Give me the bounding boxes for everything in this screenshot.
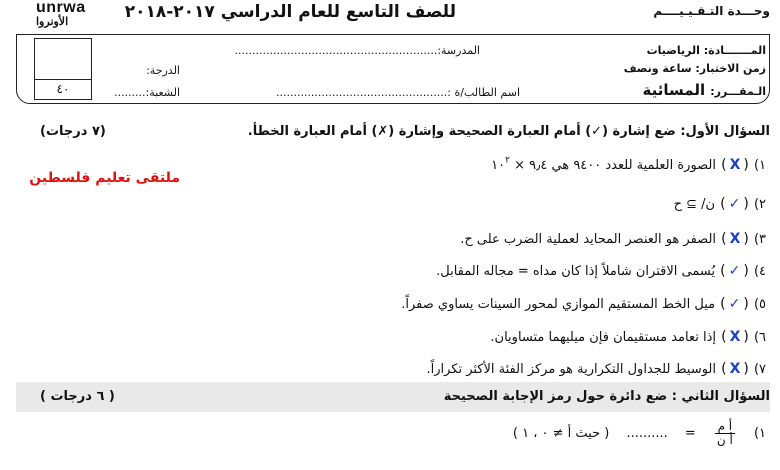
watermark-text: ملتقى تعليم فلسطين xyxy=(29,170,180,186)
grade-box xyxy=(34,38,92,80)
answer-dots: .......... xyxy=(626,426,668,442)
item-number: ١) xyxy=(753,158,766,173)
item-number: ١) xyxy=(753,426,766,442)
q2-title: السؤال الثاني : ضع دائرة حول رمز الإجابة الصحيحة xyxy=(443,389,770,404)
q1-item-6 xyxy=(206,326,766,345)
unrwa-logo xyxy=(36,0,88,28)
course-field xyxy=(566,80,766,99)
answer-slot: (X) xyxy=(721,231,749,247)
q1-item-5 xyxy=(206,293,766,312)
q1-item-1 xyxy=(206,154,766,173)
item-text: يُسمى الاقتران شاملاً إذا كان مداه = مجاله المقابل. xyxy=(436,264,716,279)
subject-field: المـــــــادة: الرياضيات xyxy=(646,44,766,57)
answer-check-mark: ✓ xyxy=(728,263,741,279)
answer-check-mark: ✓ xyxy=(728,296,741,312)
item-text: ميل الخط المستقيم الموازي لمحور السينات يساوي صفراً. xyxy=(401,297,716,312)
q1-item-7 xyxy=(206,358,766,377)
answer-check-mark: ✓ xyxy=(728,196,741,212)
answer-x-mark: X xyxy=(729,329,741,345)
item-text: الصورة العلمية للعدد ٩٤٠٠ هي ٩٫٤ × ١٠ xyxy=(491,158,717,173)
fraction-denominator: أ ن xyxy=(716,433,733,448)
item-text: ن/ ⊇ ح xyxy=(673,197,716,212)
answer-slot: (✓) xyxy=(720,263,749,279)
item-number: ٧) xyxy=(753,362,766,377)
condition-text: ( حيث أ ≠ ٠ ، ١ ) xyxy=(512,426,610,442)
grade-label: الدرجة: xyxy=(146,64,180,77)
answer-x-mark: X xyxy=(729,157,741,173)
course-value: المسائية xyxy=(642,81,706,99)
item-number: ٥) xyxy=(753,297,766,312)
item-exponent: ٢ xyxy=(505,155,510,166)
q2-item-1 xyxy=(246,420,766,464)
grade-max: ٤٠ xyxy=(34,80,92,100)
item-number: ٦) xyxy=(753,330,766,345)
answer-slot: (X) xyxy=(721,361,749,377)
item-text: إذا تعامد مستقيمان فإن ميليهما متساويان. xyxy=(490,330,717,345)
school-field: المدرسة:.......................................................... xyxy=(234,44,480,57)
item-number: ٤) xyxy=(753,264,766,279)
time-field: زمن الاختبار: ساعة ونصف xyxy=(623,62,766,75)
student-name-field: اسم الطالب/ة :................................................. xyxy=(275,86,520,99)
q1-marks: (٧ درجات) xyxy=(40,124,106,139)
item-number: ٢) xyxy=(753,197,766,212)
answer-slot: (X) xyxy=(721,157,749,173)
q1-item-3 xyxy=(206,228,766,247)
course-prefix: الـمقـــرر: xyxy=(710,85,766,98)
item-text: الصفر هو العنصر المحايد لعملية الضرب على ح. xyxy=(460,232,717,247)
division-field: الشعبة:......... xyxy=(114,86,180,99)
q2-marks: ( ٦ درجات ) xyxy=(40,389,115,404)
answer-x-mark: X xyxy=(729,361,741,377)
answer-slot: (✓) xyxy=(720,296,749,312)
fraction xyxy=(715,420,735,447)
exam-title: للصف التاسع للعام الدراسي ٢٠١٧-٢٠١٨ xyxy=(124,2,456,22)
equals-sign: = xyxy=(684,426,696,442)
q1-title: السؤال الأول: ضع إشارة (✓) أمام العبارة الصحيحة وإشارة (✗) أمام العبارة الخطأ. xyxy=(247,124,770,139)
logo-text-ar: الأونروا xyxy=(36,16,69,28)
logo-text-en: unrwa xyxy=(36,0,86,16)
answer-slot: (X) xyxy=(721,329,749,345)
q1-item-2 xyxy=(206,193,766,212)
item-number: ٣) xyxy=(753,232,766,247)
q1-item-4 xyxy=(206,260,766,279)
answer-x-mark: X xyxy=(729,231,741,247)
item-text: الوسيط للجداول التكرارية هو مركز الفئة الأكثر تكراراً. xyxy=(426,362,717,377)
fraction-numerator: أ م xyxy=(715,420,735,434)
evaluation-unit: وحـــدة التـقـيـيــــم xyxy=(653,4,770,18)
answer-slot: (✓) xyxy=(720,196,749,212)
